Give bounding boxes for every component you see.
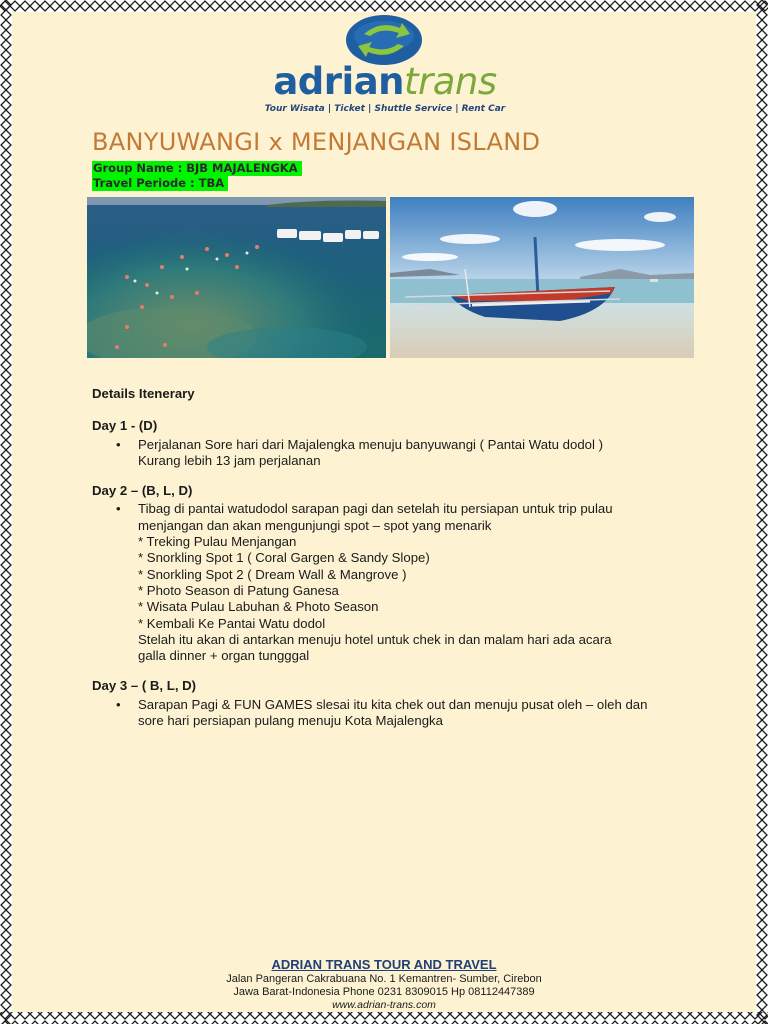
bullet-icon: •	[116, 696, 121, 712]
day-3-heading: Day 3 – ( B, L, D)	[92, 678, 197, 694]
day-2-line-5: * Snorkling Spot 2 ( Dream Wall & Mangrove )	[138, 566, 407, 582]
page-footer	[0, 957, 768, 1012]
globe-arrows-icon	[344, 14, 424, 66]
itinerary-body	[92, 386, 742, 729]
day-1-heading: Day 1 - (D)	[92, 418, 158, 434]
day-1-item	[92, 437, 742, 470]
logo-tagline: Tour Wisata | Ticket | Shuttle Service | Rent Car	[264, 104, 506, 114]
day-2-line-1: Tibag di pantai watudodol sarapan pagi dan setelah itu persiapan untuk trip pulau	[138, 501, 613, 517]
footer-company-name: ADRIAN TRANS TOUR AND TRAVEL	[271, 957, 497, 972]
logo-wordmark	[240, 62, 530, 102]
day-2-line-2: menjangan dan akan mengunjungi spot – spot yang menarik	[138, 517, 492, 533]
day-2-line-10: galla dinner + organ tungggal	[138, 648, 310, 664]
photo-snorkeling-reef	[87, 197, 386, 358]
day-2-line-3: * Treking Pulau Menjangan	[138, 534, 297, 550]
day-3-line-2: sore hari persiapan pulang menuju Kota Majalengka	[138, 713, 443, 729]
logo-word-trans: trans	[404, 60, 497, 103]
day-1-line-1: Perjalanan Sore hari dari Majalengka menuju banyuwangi ( Pantai Watu dodol )	[138, 436, 604, 452]
day-2-line-9: Stelah itu akan di antarkan menuju hotel untuk chek in dan malam hari ada acara	[138, 631, 612, 647]
day-2-line-8: * Kembali Ke Pantai Watu dodol	[138, 615, 326, 631]
day-2-item	[92, 501, 742, 664]
group-name-line: Group Name : BJB MAJALENGKA	[92, 161, 302, 176]
footer-website-link[interactable]: www.adrian-trans.com	[332, 999, 436, 1011]
company-logo	[240, 12, 530, 116]
day-2-line-6: * Photo Season di Patung Ganesa	[138, 582, 339, 598]
footer-address-1: Jalan Pangeran Cakrabuana No. 1 Kemantren- Sumber, Cirebon	[226, 973, 542, 985]
section-title: Details Itenerary	[92, 386, 195, 401]
travel-period-line: Travel Periode : TBA	[92, 176, 228, 191]
day-3-item	[92, 697, 742, 730]
day-2-heading: Day 2 – (B, L, D)	[92, 483, 193, 499]
reef-photo-illustration	[87, 197, 386, 358]
bullet-icon: •	[116, 501, 121, 517]
boat-photo-illustration	[390, 197, 694, 358]
footer-address-2: Jawa Barat-Indonesia Phone 0231 8309015 Hp 08112447389	[233, 986, 535, 998]
day-1-line-2: Kurang lebih 13 jam perjalanan	[138, 452, 321, 468]
bullet-icon: •	[116, 436, 121, 452]
page-title: BANYUWANGI x MENJANGAN ISLAND	[92, 128, 541, 156]
day-3-line-1: Sarapan Pagi & FUN GAMES slesai itu kita chek out dan menuju pusat oleh – oleh dan	[138, 696, 648, 712]
day-2-line-7: * Wisata Pulau Labuhan & Photo Season	[138, 599, 379, 615]
logo-word-adrian: adrian	[273, 60, 405, 103]
photo-outrigger-boat	[390, 197, 694, 358]
day-2-line-4: * Snorkling Spot 1 ( Coral Gargen & Sandy Slope)	[138, 550, 430, 566]
